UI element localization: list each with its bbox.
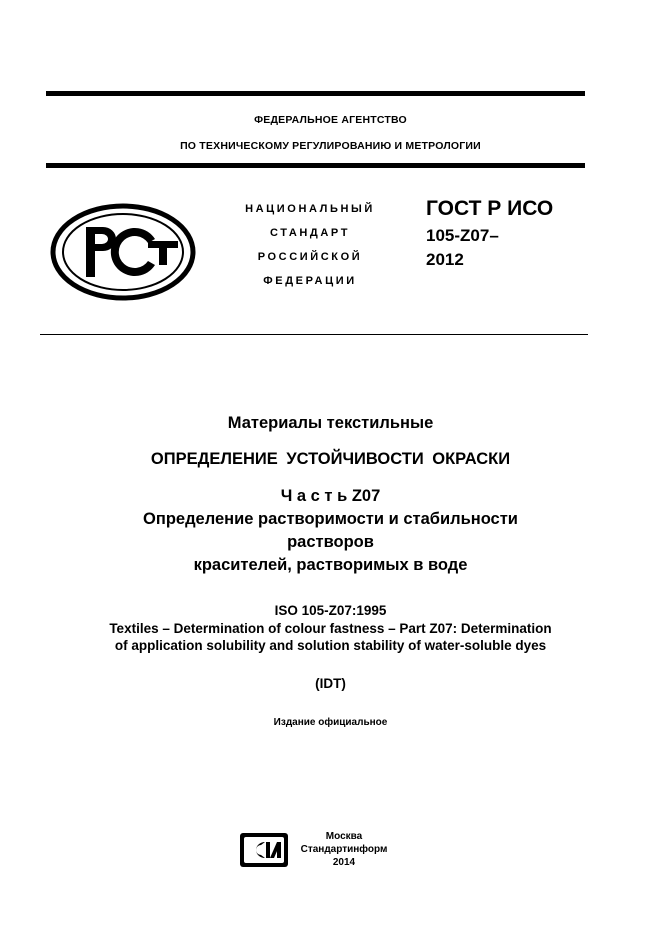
iso-number: ISO 105-Z07:1995 xyxy=(274,603,387,618)
title-line-5: красителей, растворимых в воде xyxy=(193,556,468,574)
title-part: Ч а с т ь Z07 xyxy=(280,487,381,505)
publisher-name: Стандартинформ xyxy=(300,844,388,855)
standard-kind-line-4: ФЕДЕРАЦИИ xyxy=(263,275,357,287)
title-line-4: растворов xyxy=(287,533,374,551)
header-bottom-rule xyxy=(46,163,585,168)
top-rule xyxy=(46,91,585,96)
standartinform-logo-icon xyxy=(239,832,289,868)
agency-line-2: ПО ТЕХНИЧЕСКОМУ РЕГУЛИРОВАНИЮ И МЕТРОЛОГИИ xyxy=(180,140,481,152)
standard-kind-line-2: СТАНДАРТ xyxy=(269,227,351,239)
agency-line-1: ФЕДЕРАЛЬНОЕ АГЕНТСТВО xyxy=(254,114,407,126)
title-line-1: Материалы текстильные xyxy=(227,414,434,432)
title-line-2: ОПРЕДЕЛЕНИЕ УСТОЙЧИВОСТИ ОКРАСКИ xyxy=(150,450,511,468)
designation-line-1: ГОСТ Р ИСО xyxy=(426,197,554,220)
standard-kind-line-1: НАЦИОНАЛЬНЫЙ xyxy=(245,203,375,215)
publisher-city: Москва xyxy=(325,831,363,842)
edition-label: Издание официальное xyxy=(273,717,388,728)
rst-certification-mark-icon xyxy=(50,203,196,301)
designation-line-3: 2012 xyxy=(426,250,464,269)
idt-label: (IDT) xyxy=(315,676,346,691)
iso-title-line-2: of application solubility and solution stability of water-soluble dyes xyxy=(114,638,547,653)
standard-kind-line-3: РОССИЙСКОЙ xyxy=(257,251,363,263)
designation-line-2: 105-Z07– xyxy=(426,226,499,245)
title-line-3: Определение растворимости и стабильности xyxy=(143,510,518,528)
publisher-year: 2014 xyxy=(332,857,356,868)
divider-rule xyxy=(40,334,588,335)
iso-title-line-1: Textiles – Determination of colour fastness – Part Z07: Determination xyxy=(109,621,552,636)
